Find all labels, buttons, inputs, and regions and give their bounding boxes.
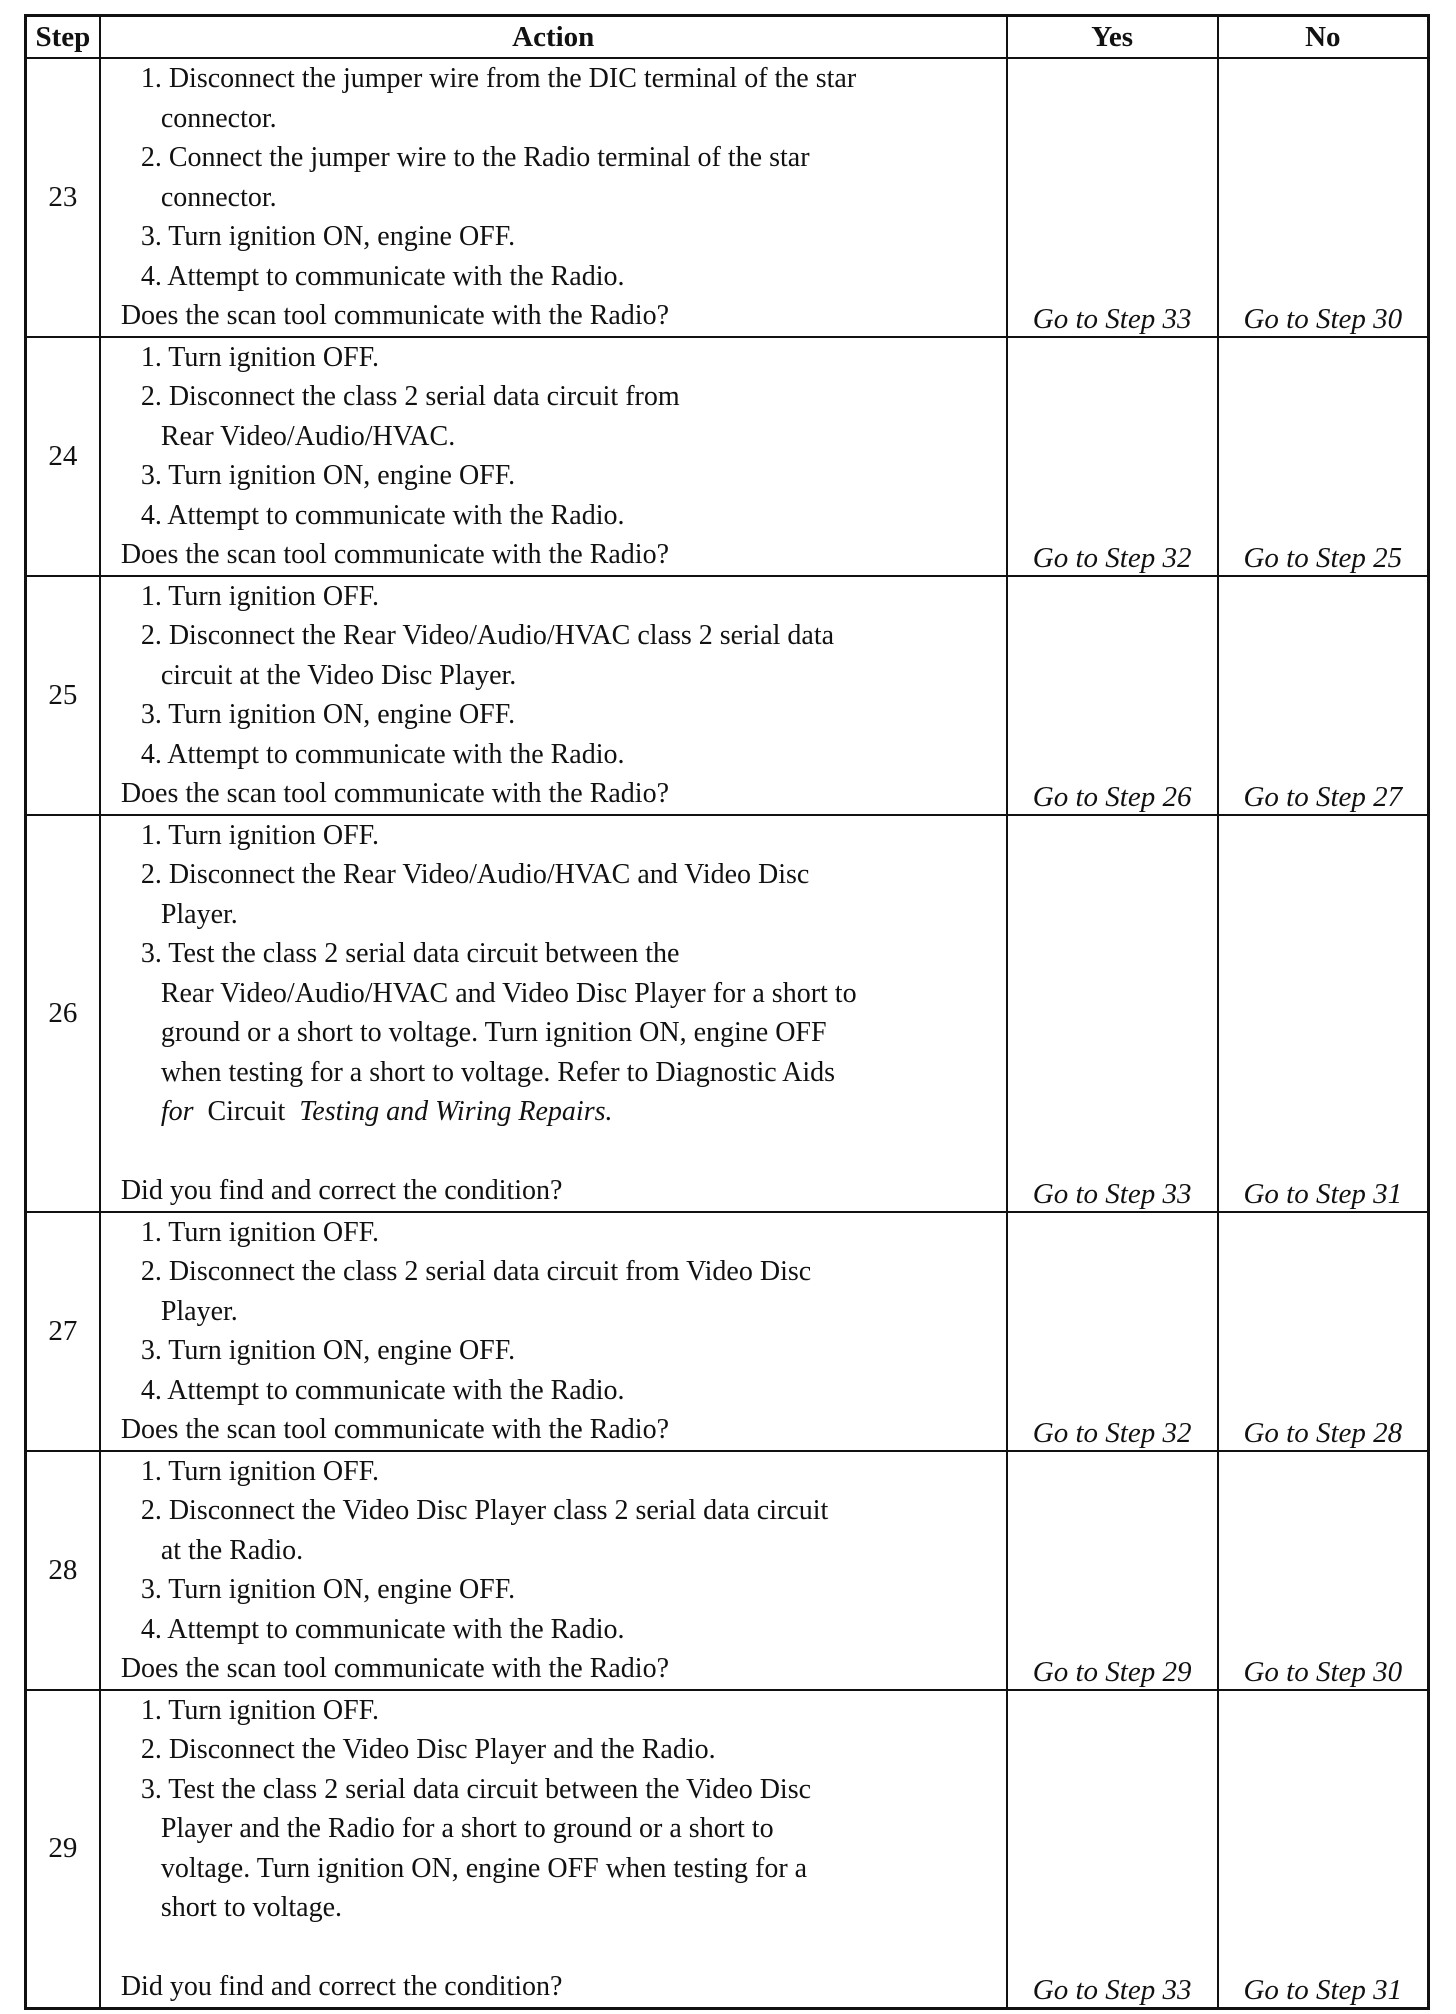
no-result: Go to Step 31 (1218, 1690, 1429, 2009)
table-row (26, 1690, 1429, 2009)
table-header-row (26, 16, 1429, 59)
table-row (26, 1212, 1429, 1451)
action-line: 3. Turn ignition ON, engine OFF. (140, 460, 516, 491)
step-number: 27 (26, 1212, 100, 1451)
action-line: 2. Disconnect the class 2 serial data circuit from (140, 381, 680, 412)
no-result: Go to Step 28 (1218, 1212, 1429, 1451)
action-text-part: Testing and Wiring Repairs. (299, 1096, 613, 1127)
action-text-part: for (160, 1096, 194, 1127)
action-line: 4. Attempt to communicate with the Radio. (140, 499, 625, 531)
action-line: Player. (160, 1295, 238, 1327)
action-line: 3. Turn ignition ON, engine OFF. (140, 699, 516, 730)
step-number: 25 (26, 576, 100, 815)
no-result: Go to Step 31 (1218, 815, 1429, 1212)
action-line: 2. Disconnect the class 2 serial data circuit from Video Disc (140, 1256, 812, 1287)
action-line: 1. Disconnect the jumper wire from the DIC terminal of the star (140, 63, 857, 94)
yes-result: Go to Step 32 (1007, 337, 1218, 576)
action-line: at the Radio. (160, 1534, 304, 1566)
action-line: 2. Disconnect the Rear Video/Audio/HVAC class 2 serial data (140, 620, 835, 651)
action-cell (100, 1690, 1007, 2009)
action-line: 4. Attempt to communicate with the Radio. (140, 738, 625, 770)
yes-result: Go to Step 26 (1007, 576, 1218, 815)
action-line: 4. Attempt to communicate with the Radio. (140, 260, 625, 292)
action-text-part: Circuit (193, 1096, 300, 1127)
no-result: Go to Step 27 (1218, 576, 1429, 815)
action-line: ground or a short to voltage. Turn ignition ON, engine OFF (160, 1017, 827, 1048)
action-line: 2. Connect the jumper wire to the Radio terminal of the star (140, 142, 810, 173)
action-line: circuit at the Video Disc Player. (160, 659, 517, 691)
action-line: 3. Turn ignition ON, engine OFF. (140, 221, 516, 252)
header-yes: Yes (1007, 16, 1218, 59)
action-line: 3. Test the class 2 serial data circuit between the Video Disc (140, 1773, 812, 1805)
action-cell (100, 337, 1007, 576)
action-question: Does the scan tool communicate with the Radio? (120, 1653, 669, 1684)
action-line: 3. Turn ignition ON, engine OFF. (140, 1574, 516, 1605)
table-body (26, 58, 1429, 2008)
action-line: 1. Turn ignition OFF. (140, 1216, 379, 1248)
action-cell (100, 576, 1007, 815)
action-line: 2. Disconnect the Video Disc Player class 2 serial data circuit (140, 1495, 829, 1526)
step-number: 23 (26, 58, 100, 337)
spacer-line (101, 1928, 1006, 1968)
action-line: 1. Turn ignition OFF. (140, 819, 379, 851)
action-line: 1. Turn ignition OFF. (140, 1694, 379, 1726)
action-line: 1. Turn ignition OFF. (140, 1455, 379, 1487)
step-number: 26 (26, 815, 100, 1212)
action-line: when testing for a short to voltage. Refer to Diagnostic Aids (160, 1056, 836, 1088)
spacer-line (101, 1132, 1006, 1172)
header-no: No (1218, 16, 1429, 59)
step-number: 28 (26, 1451, 100, 1690)
action-question: Did you find and correct the condition? (120, 1971, 563, 2002)
step-number: 24 (26, 337, 100, 576)
no-result: Go to Step 25 (1218, 337, 1429, 576)
header-step: Step (26, 16, 100, 59)
yes-result: Go to Step 33 (1007, 815, 1218, 1212)
yes-result: Go to Step 33 (1007, 1690, 1218, 2009)
action-line: Player and the Radio for a short to ground or a short to (160, 1813, 774, 1844)
table-row (26, 576, 1429, 815)
action-line: 2. Disconnect the Video Disc Player and the Radio. (140, 1734, 716, 1765)
action-question: Does the scan tool communicate with the Radio? (120, 300, 669, 331)
action-line: 4. Attempt to communicate with the Radio. (140, 1374, 625, 1406)
action-cell (100, 815, 1007, 1212)
header-action: Action (100, 16, 1007, 59)
yes-result: Go to Step 29 (1007, 1451, 1218, 1690)
table-row (26, 1451, 1429, 1690)
table-row (26, 815, 1429, 1212)
action-line: connector. (160, 181, 277, 213)
action-line: Player. (160, 898, 238, 930)
action-cell (100, 1212, 1007, 1451)
yes-result: Go to Step 33 (1007, 58, 1218, 337)
action-line: short to voltage. (160, 1892, 343, 1923)
action-line: Rear Video/Audio/HVAC and Video Disc Player for a short to (160, 977, 857, 1009)
table-row (26, 337, 1429, 576)
action-line (101, 1092, 1006, 1132)
action-line: 1. Turn ignition OFF. (140, 580, 379, 612)
action-line: voltage. Turn ignition ON, engine OFF when testing for a (160, 1852, 808, 1884)
diagnostic-step-table (24, 14, 1430, 2010)
step-number: 29 (26, 1690, 100, 2009)
action-question: Did you find and correct the condition? (120, 1175, 563, 1206)
action-line: 1. Turn ignition OFF. (140, 341, 379, 373)
action-cell (100, 58, 1007, 337)
action-line: 4. Attempt to communicate with the Radio. (140, 1613, 625, 1645)
action-line: 3. Test the class 2 serial data circuit between the (140, 938, 680, 969)
action-question: Does the scan tool communicate with the Radio? (120, 778, 669, 809)
action-line: Rear Video/Audio/HVAC. (160, 420, 456, 452)
action-line: connector. (160, 102, 277, 134)
table-row (26, 58, 1429, 337)
action-question: Does the scan tool communicate with the Radio? (120, 1414, 669, 1445)
no-result: Go to Step 30 (1218, 58, 1429, 337)
action-line: 2. Disconnect the Rear Video/Audio/HVAC and Video Disc (140, 859, 810, 890)
action-line: 3. Turn ignition ON, engine OFF. (140, 1335, 516, 1366)
action-question: Does the scan tool communicate with the Radio? (120, 539, 669, 570)
yes-result: Go to Step 32 (1007, 1212, 1218, 1451)
no-result: Go to Step 30 (1218, 1451, 1429, 1690)
action-cell (100, 1451, 1007, 1690)
